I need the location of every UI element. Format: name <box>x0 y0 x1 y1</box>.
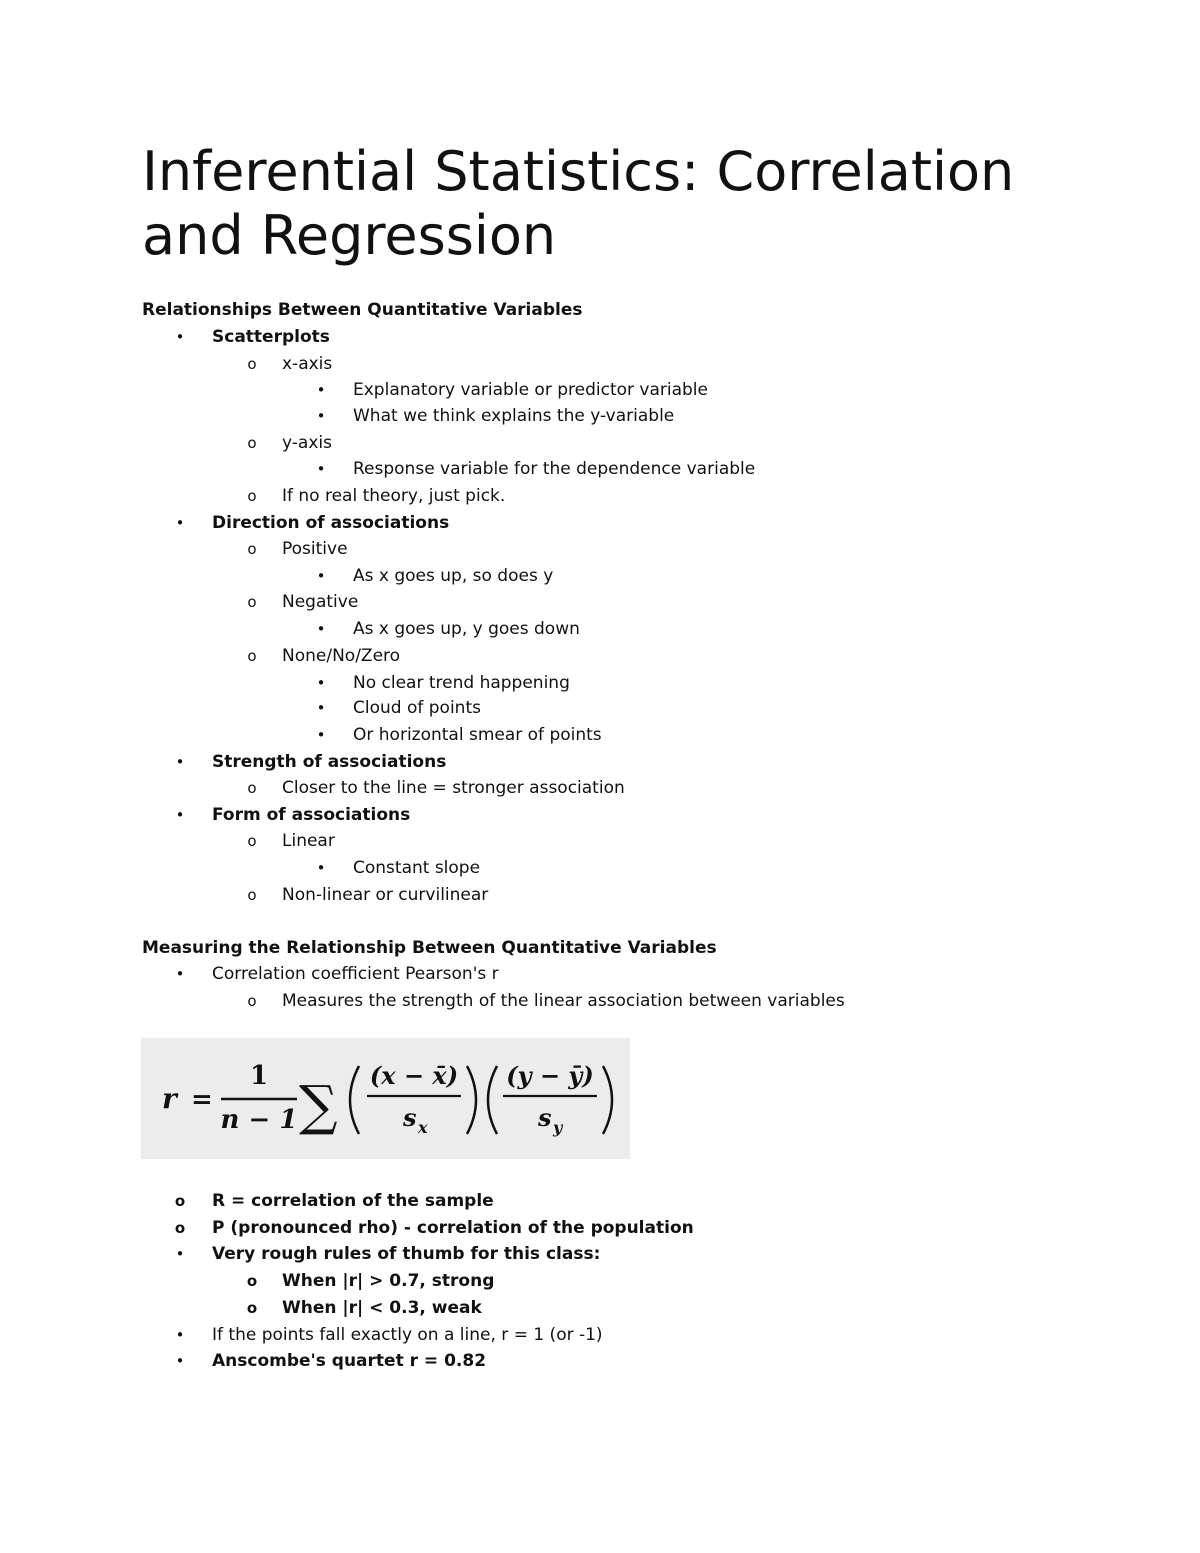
formula-denominator: n − 1 <box>220 1105 298 1135</box>
x-denominator: s <box>403 1103 417 1132</box>
circle-marker: o <box>247 434 257 452</box>
bullet-marker: • <box>175 806 185 824</box>
right-paren <box>603 1066 612 1134</box>
left-paren <box>350 1066 359 1134</box>
circle-marker: o <box>247 487 257 505</box>
circle-marker: o <box>247 832 257 850</box>
y-subscript: y <box>553 1118 563 1137</box>
circle-marker: o <box>246 1299 258 1317</box>
formula-sigma: ∑ <box>299 1074 338 1137</box>
circle-marker: o <box>174 1192 186 1210</box>
list-item: What we think explains the y-variable <box>353 406 675 426</box>
formula-numerator: 1 <box>249 1061 269 1091</box>
list-item: Anscombe's quartet r = 0.82 <box>212 1351 487 1371</box>
list-item: Linear <box>282 831 335 851</box>
pearson-r-formula <box>141 1038 630 1159</box>
bullet-marker: • <box>316 699 326 717</box>
y-numerator: (y − ȳ) <box>506 1061 594 1090</box>
x-numerator: (x − x̄) <box>369 1061 459 1090</box>
list-item: No clear trend happening <box>353 673 570 693</box>
left-paren <box>488 1066 497 1134</box>
circle-marker: o <box>247 540 257 558</box>
list-item: P (pronounced rho) - correlation of the population <box>212 1218 694 1238</box>
list-item: Form of associations <box>212 805 411 825</box>
list-item: y-axis <box>282 433 332 453</box>
section-heading-relationships: Relationships Between Quantitative Variables <box>142 300 583 320</box>
circle-marker: o <box>247 593 257 611</box>
circle-marker: o <box>247 886 257 904</box>
section-heading-measuring: Measuring the Relationship Between Quantitative Variables <box>142 938 717 958</box>
right-paren <box>467 1066 476 1134</box>
list-item: Scatterplots <box>212 327 330 347</box>
list-item: Closer to the line = stronger association <box>282 778 625 798</box>
list-item: As x goes up, y goes down <box>353 619 580 639</box>
bullet-marker: • <box>175 328 185 346</box>
list-item: If the points fall exactly on a line, r = 1 (or -1) <box>212 1325 603 1345</box>
list-item: R = correlation of the sample <box>212 1191 494 1211</box>
bullet-marker: • <box>316 620 326 638</box>
list-item: Explanatory variable or predictor variable <box>353 380 708 400</box>
formula-svg <box>141 1038 630 1159</box>
list-item: Response variable for the dependence variable <box>353 459 756 479</box>
circle-marker: o <box>174 1219 186 1237</box>
bullet-marker: • <box>316 674 326 692</box>
list-item: When |r| < 0.3, weak <box>282 1298 482 1318</box>
x-subscript: x <box>418 1118 428 1137</box>
list-item: As x goes up, so does y <box>353 566 554 586</box>
list-item: Or horizontal smear of points <box>353 725 602 745</box>
bullet-marker: • <box>175 1352 185 1370</box>
list-item: Measures the strength of the linear association between variables <box>282 991 845 1011</box>
circle-marker: o <box>247 647 257 665</box>
bullet-marker: • <box>316 460 326 478</box>
circle-marker: o <box>247 992 257 1010</box>
bullet-marker: • <box>316 381 326 399</box>
bullet-marker: • <box>175 965 185 983</box>
list-item: Non-linear or curvilinear <box>282 885 489 905</box>
bullet-marker: • <box>316 726 326 744</box>
formula-equals: = <box>191 1085 213 1115</box>
list-item: Cloud of points <box>353 698 481 718</box>
list-item: Negative <box>282 592 359 612</box>
list-item: Very rough rules of thumb for this class: <box>212 1244 601 1264</box>
bullet-marker: • <box>316 407 326 425</box>
circle-marker: o <box>247 355 257 373</box>
list-item: None/No/Zero <box>282 646 401 666</box>
formula-lhs: r <box>162 1082 177 1115</box>
list-item: Direction of associations <box>212 513 450 533</box>
bullet-marker: • <box>175 1245 185 1263</box>
list-item: Correlation coefficient Pearson's r <box>212 964 499 984</box>
bullet-marker: • <box>175 514 185 532</box>
circle-marker: o <box>247 779 257 797</box>
list-item: Constant slope <box>353 858 481 878</box>
list-item: When |r| > 0.7, strong <box>282 1271 495 1291</box>
list-item: Strength of associations <box>212 752 447 772</box>
list-item: Positive <box>282 539 348 559</box>
bullet-marker: • <box>316 567 326 585</box>
circle-marker: o <box>246 1272 258 1290</box>
list-item: x-axis <box>282 354 333 374</box>
document-title: Inferential Statistics: Correlation and Regression <box>142 140 1015 267</box>
bullet-marker: • <box>316 859 326 877</box>
y-denominator: s <box>538 1103 552 1132</box>
list-item: If no real theory, just pick. <box>282 486 506 506</box>
bullet-marker: • <box>175 753 185 771</box>
bullet-marker: • <box>175 1326 185 1344</box>
